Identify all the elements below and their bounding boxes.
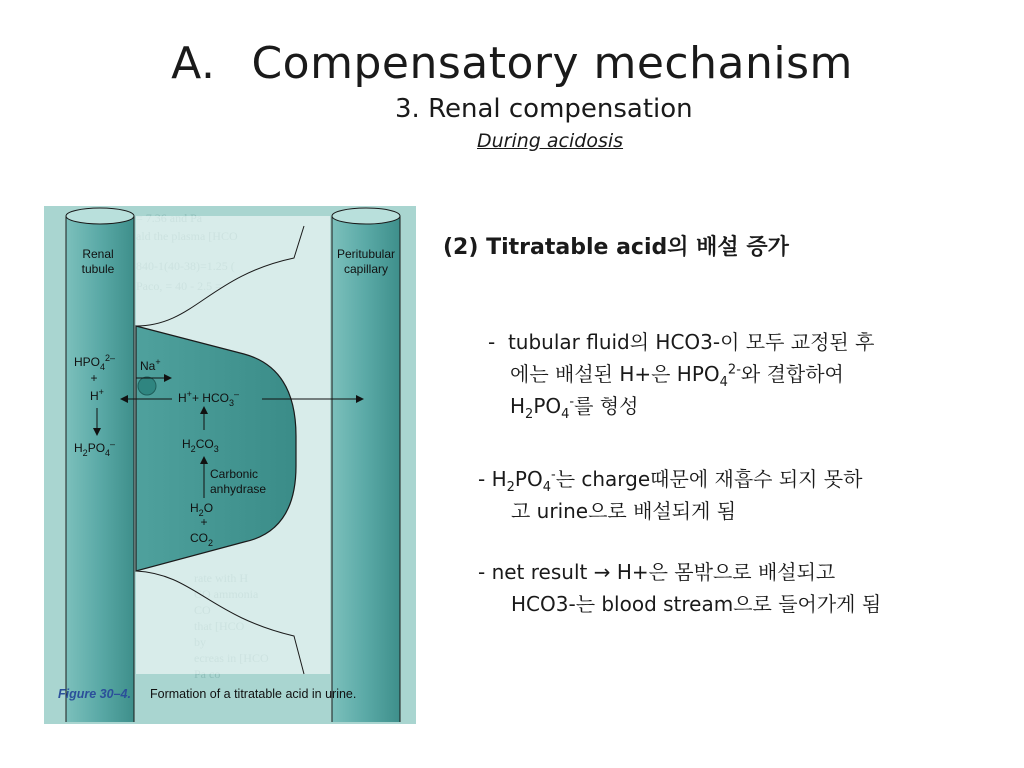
label-renal-tubule-2: tubule — [81, 262, 115, 276]
renal-tubule-shape — [66, 214, 134, 722]
renal-tubule-top — [66, 208, 134, 224]
right-arrow-icon: → — [593, 560, 611, 584]
label-co2: $CO_2$ — [190, 531, 214, 548]
titratable-acid-figure — [44, 206, 416, 724]
bullet-3 — [478, 556, 881, 620]
label-plus-2: + — [200, 515, 208, 529]
figure-caption-label: Figure 30–4. — [58, 687, 131, 701]
title-text: Compensatory mechanism — [251, 38, 853, 89]
slide-title — [0, 38, 1024, 89]
bullet-3-line-2: HCO3-는 blood stream으로 들어가게 됨 — [511, 592, 882, 616]
heading-part-2: 의 배설 증가 — [667, 235, 789, 260]
label-plus: + — [90, 371, 98, 385]
bullet-1 — [488, 326, 874, 422]
slide-subtitle: 3. Renal compensation — [395, 94, 693, 124]
peritubular-capillary-shape — [332, 214, 400, 722]
label-carbonic-1: Carbonic — [210, 467, 259, 481]
bullet-2 — [478, 463, 862, 527]
label-hpo4: $HPO_4^{2-}$ — [74, 353, 116, 372]
label-carbonic-2: anhydrase — [210, 482, 267, 496]
label-h-left: H+ — [90, 387, 104, 403]
figure-caption-text: Formation of a titratable acid in urine. — [150, 687, 357, 701]
heading-part-1: (2) Titratable acid — [443, 235, 668, 260]
slide-subsubtitle: During acidosis — [477, 130, 624, 152]
bullet-1-line-1: - tubular fluid의 HCO3-이 모두 교정된 후 — [488, 330, 875, 354]
title-number: A. — [171, 38, 216, 89]
label-h-hco3: $H^++ HCO_3^-$ — [178, 389, 239, 408]
label-h2co3: $H_2CO_3$ — [182, 437, 219, 454]
bullet-2-line-1: - $H_2PO_4^-$는 charge때문에 재흡수 되지 못하 — [478, 467, 863, 495]
label-capillary-2: capillary — [343, 262, 389, 276]
bullet-1-line-2: 에는 배설된 H+은 $HPO_4^{2-}$와 결합하여 — [510, 362, 844, 390]
label-h2po4: $H_2PO_4^-$ — [74, 439, 116, 458]
label-renal-tubule-1: Renal — [82, 247, 114, 261]
na-transporter — [138, 377, 156, 395]
bullet-3-line-1: - net result → H+은 몸밖으로 배설되고 — [478, 560, 836, 584]
label-h2o: $H_2O$ — [190, 501, 214, 518]
label-na: Na+ — [140, 357, 161, 373]
label-capillary-1: Peritubular — [336, 247, 396, 261]
bullet-2-line-2: 고 urine으로 배설되게 됨 — [511, 499, 737, 523]
bullet-1-line-3: $H_2PO_4^-$를 형성 — [510, 394, 639, 422]
section-heading — [443, 230, 789, 261]
capillary-top — [332, 208, 400, 224]
